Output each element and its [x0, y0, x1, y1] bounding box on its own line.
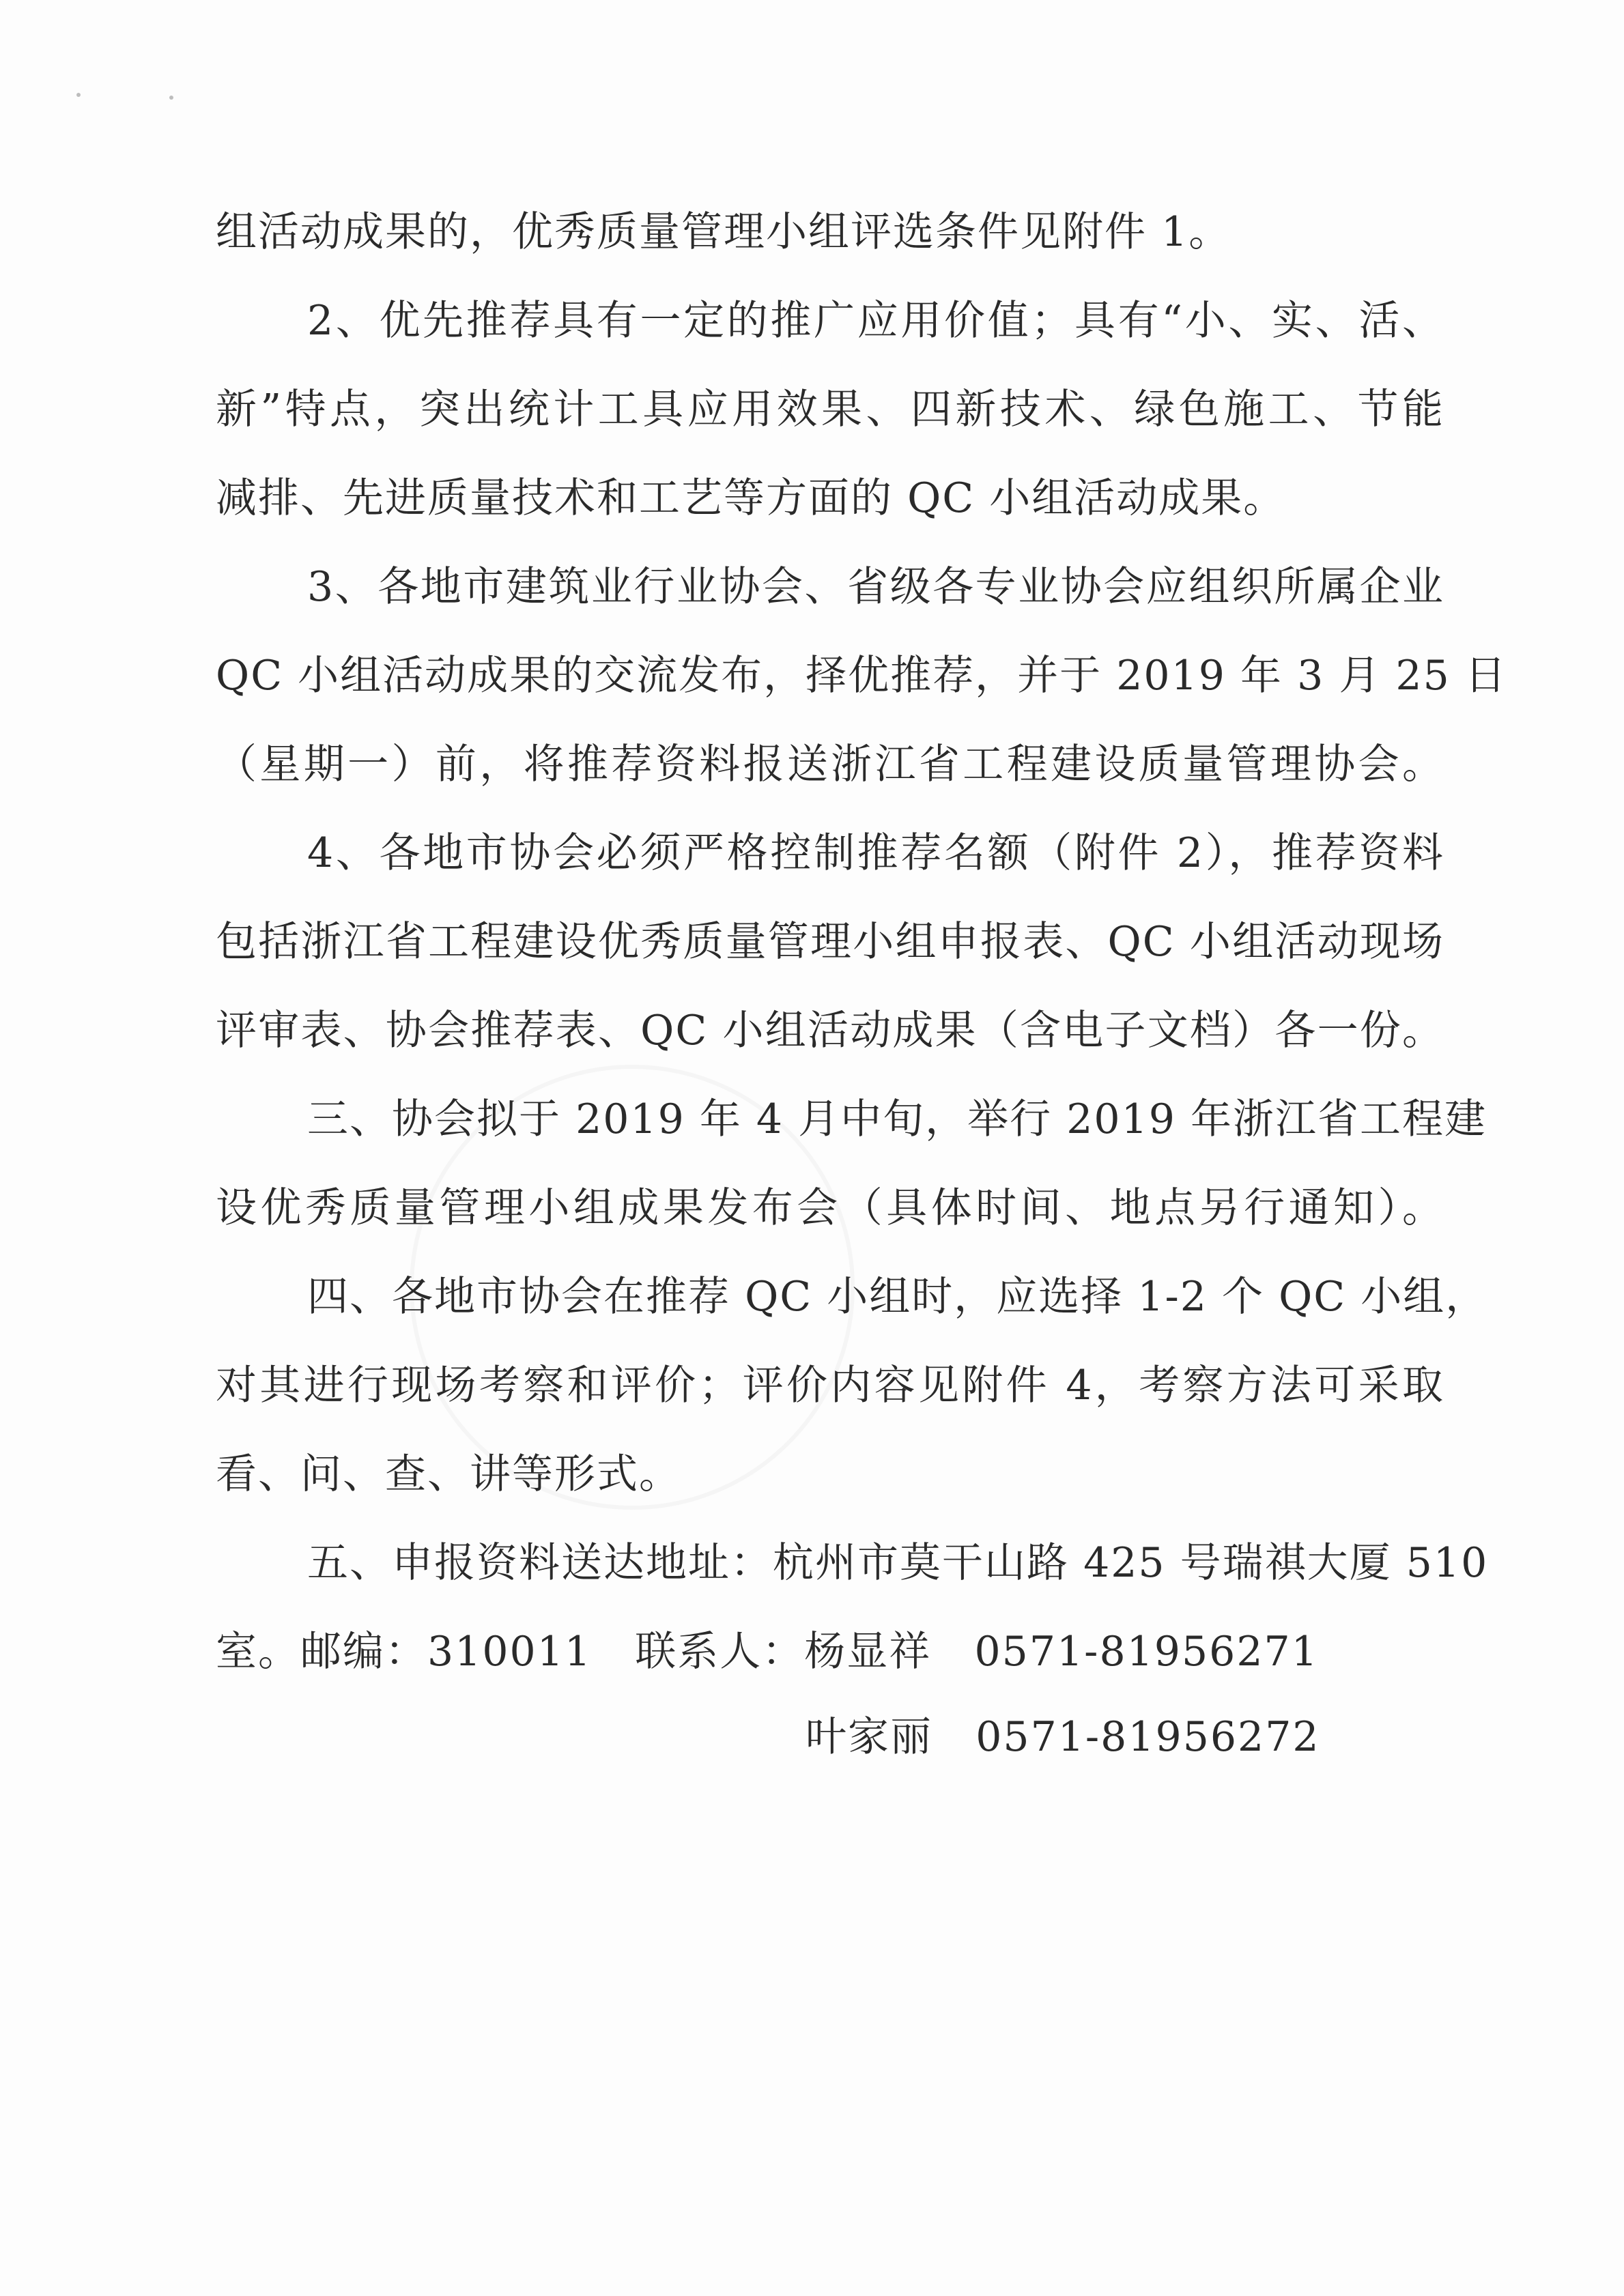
paragraph-line-16: 五、申报资料送达地址：杭州市莫干山路 425 号瑞祺大厦 510 [307, 1539, 1489, 1587]
paragraph-line-11: 三、协会拟于 2019 年 4 月中旬，举行 2019 年浙江省工程建 [307, 1095, 1487, 1143]
scan-speck [169, 96, 173, 100]
paragraph-line-1: 组活动成果的，优秀质量管理小组评选条件见附件 1。 [216, 208, 1231, 256]
paragraph-line-12: 设优秀质量管理小组成果发布会（具体时间、地点另行通知）。 [216, 1184, 1444, 1232]
paragraph-line-6: QC 小组活动成果的交流发布，择优推荐，并于 2019 年 3 月 25 日 [216, 652, 1507, 700]
paragraph-line-2: 2、优先推荐具有一定的推广应用价值；具有“小、实、活、 [307, 297, 1444, 345]
paragraph-line-17: 室。邮编：310011 联系人：杨显祥 0571-81956271 [216, 1628, 1319, 1676]
paragraph-line-10: 评审表、协会推荐表、QC 小组活动成果（含电子文档）各一份。 [216, 1007, 1444, 1054]
paragraph-line-7: （星期一）前，将推荐资料报送浙江省工程建设质量管理协会。 [216, 741, 1444, 788]
paragraph-line-5: 3、各地市建筑业行业协会、省级各专业协会应组织所属企业 [307, 563, 1444, 611]
paragraph-line-3: 新”特点，突出统计工具应用效果、四新技术、绿色施工、节能 [216, 386, 1444, 433]
paragraph-line-14: 对其进行现场考察和评价；评价内容见附件 4，考察方法可采取 [216, 1362, 1444, 1409]
paragraph-line-13: 四、各地市协会在推荐 QC 小组时，应选择 1-2 个 QC 小组， [307, 1273, 1488, 1321]
paragraph-line-15: 看、问、查、讲等形式。 [216, 1450, 681, 1498]
contact-line-2: 叶家丽 0571-81956272 [806, 1713, 1320, 1761]
paragraph-line-8: 4、各地市协会必须严格控制推荐名额（附件 2），推荐资料 [307, 829, 1444, 877]
scan-speck [76, 93, 81, 97]
paragraph-line-4: 减排、先进质量技术和工艺等方面的 QC 小组活动成果。 [216, 474, 1286, 522]
paragraph-line-9: 包括浙江省工程建设优秀质量管理小组申报表、QC 小组活动现场 [216, 918, 1444, 966]
